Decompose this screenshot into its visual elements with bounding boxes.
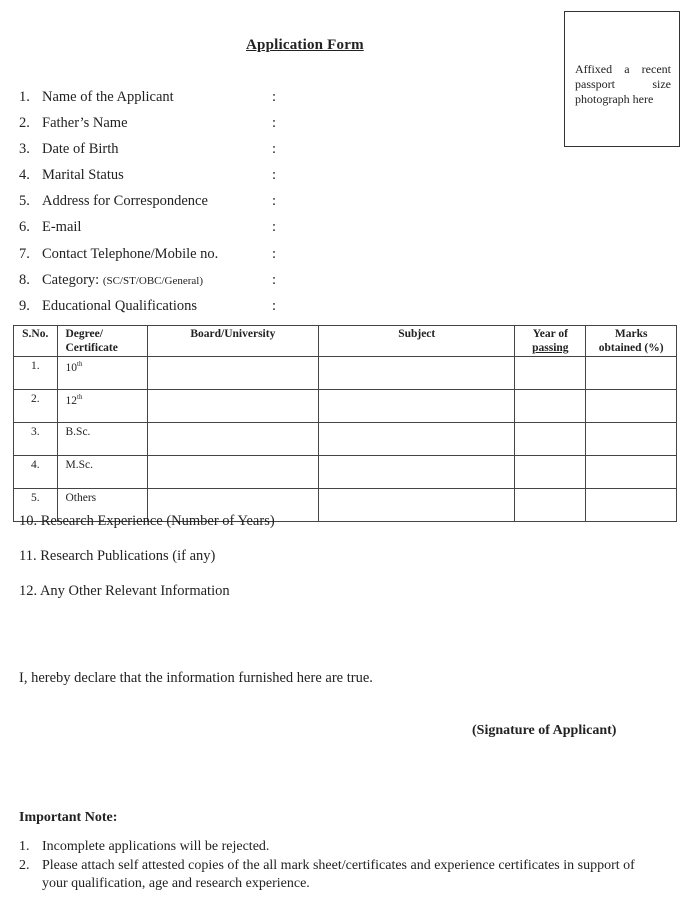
note-number: 1. (19, 839, 30, 854)
field-colon: : (272, 272, 277, 288)
field-label: E-mail (42, 219, 82, 235)
field-label: Contact Telephone/Mobile no. (42, 246, 219, 262)
header-marks (586, 326, 677, 357)
field-number: 6. (19, 219, 30, 235)
cell-marks[interactable] (586, 489, 677, 522)
field-label-wrap (42, 272, 203, 289)
category-options: (SC/ST/OBC/General) (102, 275, 204, 287)
field-number: 9. (19, 298, 30, 314)
note-number: 2. (19, 858, 30, 873)
cell-marks[interactable] (586, 423, 677, 456)
cell-degree (57, 390, 147, 423)
table-row (14, 456, 677, 489)
field-number: 5. (19, 193, 30, 209)
field-label: Date of Birth (42, 141, 119, 157)
declaration: I, hereby declare that the information furnished here are true. (19, 670, 373, 686)
cell-year[interactable] (515, 489, 586, 522)
cell-degree: Others (57, 489, 147, 522)
item-research-publications: 11. Research Publications (if any) (19, 548, 216, 564)
field-label: Father’s Name (42, 115, 128, 131)
table-row (14, 390, 677, 423)
cell-subject[interactable] (319, 489, 515, 522)
cell-board[interactable] (147, 423, 318, 456)
header-degree-line1: Degree/ (65, 328, 103, 340)
table-row (14, 357, 677, 390)
cell-year[interactable] (515, 423, 586, 456)
field-label: Name of the Applicant (42, 89, 174, 105)
degree-text: 10 (65, 361, 77, 374)
field-label: Educational Qualifications (42, 298, 198, 314)
header-degree (57, 326, 147, 357)
header-sno: S.No. (14, 326, 58, 357)
field-colon: : (272, 246, 277, 262)
cell-board[interactable] (147, 390, 318, 423)
cell-degree: B.Sc. (57, 423, 147, 456)
signature-label: (Signature of Applicant) (472, 723, 617, 738)
cell-board[interactable] (147, 357, 318, 390)
cell-sno: 4. (14, 456, 58, 489)
photo-instruction: Affixed a recent passport size photograph here (575, 62, 671, 106)
photo-box (564, 11, 680, 147)
field-colon: : (272, 298, 277, 314)
header-subject: Subject (319, 326, 515, 357)
field-colon: : (272, 193, 277, 209)
field-colon: : (272, 167, 277, 183)
header-board: Board/University (147, 326, 318, 357)
cell-marks[interactable] (586, 357, 677, 390)
important-note-title: Important Note: (19, 810, 118, 825)
cell-sno: 2. (14, 390, 58, 423)
field-number: 7. (19, 246, 30, 262)
header-degree-line2: Certificate (65, 342, 118, 354)
field-colon: : (272, 219, 277, 235)
cell-year[interactable] (515, 357, 586, 390)
table-header-row (14, 326, 677, 357)
cell-degree: M.Sc. (57, 456, 147, 489)
field-label: Category: (42, 272, 100, 288)
field-label: Address for Correspondence (42, 193, 208, 209)
degree-sup: th (77, 393, 83, 401)
cell-sno: 5. (14, 489, 58, 522)
item-other-information: 12. Any Other Relevant Information (19, 583, 230, 599)
field-number: 4. (19, 167, 30, 183)
cell-year[interactable] (515, 456, 586, 489)
header-marks-line2: obtained (%) (598, 342, 664, 354)
degree-sup: th (77, 360, 83, 368)
cell-board[interactable] (147, 456, 318, 489)
header-year-line2: passing (532, 342, 569, 354)
table-row (14, 423, 677, 456)
field-number: 2. (19, 115, 30, 131)
degree-text: 12 (65, 394, 77, 407)
cell-sno: 3. (14, 423, 58, 456)
field-label: Marital Status (42, 167, 124, 183)
cell-degree (57, 357, 147, 390)
field-number: 1. (19, 89, 30, 105)
field-number: 8. (19, 272, 30, 288)
note-text: Please attach self attested copies of the all mark sheet/certificates and experience certificates in support of your qualification, age and research experience. (42, 858, 635, 891)
header-year (515, 326, 586, 357)
cell-subject[interactable] (319, 357, 515, 390)
note-text: Incomplete applications will be rejected. (42, 839, 270, 854)
cell-year[interactable] (515, 390, 586, 423)
cell-marks[interactable] (586, 390, 677, 423)
field-number: 3. (19, 141, 30, 157)
field-colon: : (272, 89, 277, 105)
form-title: Application Form (246, 37, 364, 53)
qualifications-table (13, 325, 677, 522)
cell-sno: 1. (14, 357, 58, 390)
cell-subject[interactable] (319, 390, 515, 423)
cell-marks[interactable] (586, 456, 677, 489)
cell-subject[interactable] (319, 456, 515, 489)
cell-subject[interactable] (319, 423, 515, 456)
header-year-line1: Year of (532, 328, 568, 340)
item-research-experience: 10. Research Experience (Number of Years) (19, 513, 275, 529)
header-marks-line1: Marks (614, 328, 648, 340)
field-colon: : (272, 115, 277, 131)
field-colon: : (272, 141, 277, 157)
